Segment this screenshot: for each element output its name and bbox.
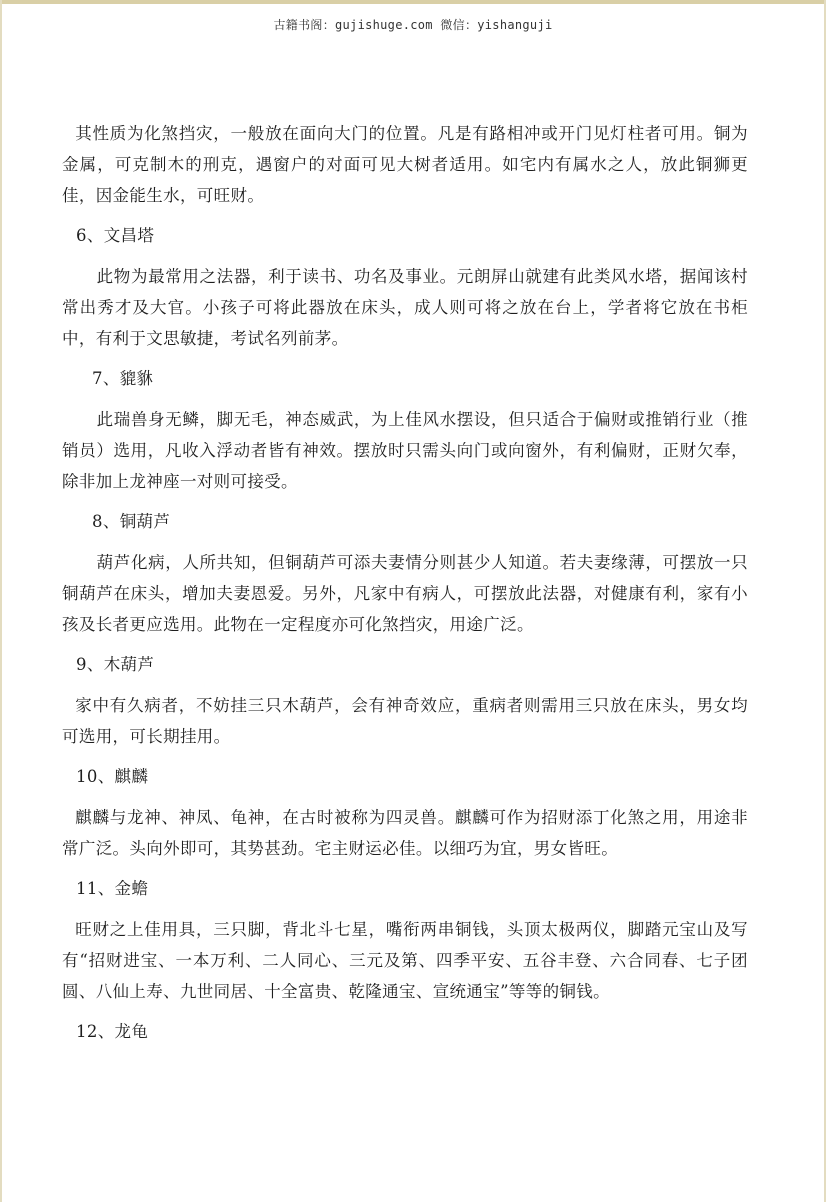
section-heading-longgui: 12、龙龟 [76, 1022, 149, 1041]
paragraph: 家中有久病者，不妨挂三只木葫芦，会有神奇效应，重病者则需用三只放在床头，男女均可选用，可长期挂用。 [62, 696, 748, 746]
section-heading-muhulu: 9、木葫芦 [76, 655, 155, 674]
paragraph: 葫芦化病，人所共知，但铜葫芦可添夫妻情分则甚少人知道。若夫妻缘薄，可摆放一只铜葫芦在床头，增加夫妻恩爱。另外，凡家中有病人，可摆放此法器，对健康有利，家有小孩及长者更应选用。此物在一定程度亦可化煞挡灾，用途广泛。 [62, 553, 748, 634]
section-heading-pixiu: 7、貔貅 [92, 369, 154, 388]
paragraph: 此瑞兽身无鳞，脚无毛，神态威武，为上佳风水摆设，但只适合于偏财或推销行业（推销员）选用，凡收入浮动者皆有神效。摆放时只需头向门或向窗外，有利偏财，正财欠奉，除非加上龙神座一对则可接受。 [62, 410, 748, 491]
paragraph: 此物为最常用之法器，利于读书、功名及事业。元朗屏山就建有此类风水塔，据闻该村常出秀才及大官。小孩子可将此器放在床头，成人则可将之放在台上，学者将它放在书柜中，有利于文思敏捷，考试名列前茅。 [62, 267, 748, 348]
section-heading-wenchangta: 6、文昌塔 [76, 226, 155, 245]
paragraph: 其性质为化煞挡灾，一般放在面向大门的位置。凡是有路相冲或开门见灯柱者可用。铜为金属，可克制木的刑克，遇窗户的对面可见大树者适用。如宅内有属水之人，放此铜狮更佳，因金能生水，可旺财。 [62, 124, 748, 205]
paragraph: 麒麟与龙神、神凤、龟神，在古时被称为四灵兽。麒麟可作为招财添丁化煞之用，用途非常广泛。头向外即可，其势甚劲。宅主财运必佳。以细巧为宜，男女皆旺。 [62, 808, 748, 858]
watermark-header: 古籍书阁：gujishuge.com 微信：yishanguji [273, 18, 553, 32]
section-heading-qilin: 10、麒麟 [76, 767, 149, 786]
paragraph: 旺财之上佳用具，三只脚，背北斗七星，嘴衔两串铜钱，头顶太极两仪，脚踏元宝山及写有“招财进宝、一本万利、二人同心、三元及第、四季平安、五谷丰登、六合同春、七子团圆、八仙上寿、九世同居、十全富贵、乾隆通宝、宣统通宝”等等的铜钱。 [62, 920, 748, 1001]
section-heading-jinchan: 11、金蟾 [76, 879, 149, 898]
page-left-border [0, 0, 2, 1202]
page-top-border [0, 0, 826, 4]
section-heading-tonghulu: 8、铜葫芦 [92, 512, 171, 531]
document-body [62, 118, 748, 1057]
